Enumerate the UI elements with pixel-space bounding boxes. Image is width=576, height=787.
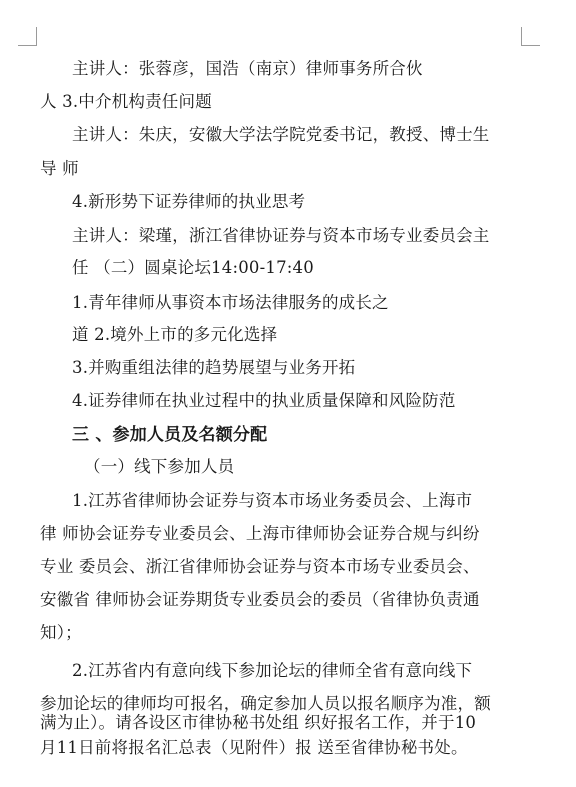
- text-line: 满为止）。请各设区市律协秘书处组 织好报名工作，并于10: [40, 713, 477, 732]
- subsection-heading: （一）线下参加人员: [84, 457, 235, 476]
- text-line: 1.江苏省律师协会证券与资本市场业务委员会、上海市: [72, 491, 473, 510]
- text-line: 月11日前将报名汇总表（见附件）报 送至省律协秘书处。: [40, 738, 468, 757]
- page-corner-mark-top-right: [521, 27, 540, 46]
- text-line: 任 （二）圆桌论坛14:00-17:40: [72, 258, 314, 277]
- text-line: 律 师协会证券专业委员会、上海市律师协会证券合规与纠纷: [40, 524, 480, 543]
- page-corner-mark-top-left: [18, 27, 37, 46]
- text-line: 主讲人：梁瑾，浙江省律协证券与资本市场专业委员会主: [72, 226, 490, 245]
- text-line: 3.并购重组法律的趋势展望与业务开拓: [72, 358, 356, 377]
- text-line: 1.青年律师从事资本市场法律服务的成长之: [72, 293, 389, 312]
- text-line: 人 3.中介机构责任问题: [40, 92, 212, 111]
- text-line: 4.新形势下证券律师的执业思考: [72, 192, 306, 211]
- text-line: 安徽省 律师协会证券期货专业委员会的委员（省律协负责通: [40, 590, 480, 609]
- text-line: 知）；: [40, 623, 82, 642]
- text-line: 4.证券律师在执业过程中的执业质量保障和风险防范: [72, 391, 456, 410]
- text-line: 主讲人：朱庆，安徽大学法学院党委书记，教授、博士生: [72, 125, 490, 144]
- text-line: 专业 委员会、浙江省律师协会证券与资本市场专业委员会、: [40, 557, 480, 576]
- section-heading: 三 、参加人员及名额分配: [72, 425, 268, 445]
- text-line: 参加论坛的律师均可报名，确定参加人员以报名顺序为准，额: [40, 694, 491, 713]
- text-line: 2.江苏省内有意向线下参加论坛的律师全省有意向线下: [72, 661, 473, 680]
- text-line: 导 师: [40, 159, 79, 178]
- text-line: 道 2.境外上市的多元化选择: [72, 325, 278, 344]
- text-line: 主讲人：张蓉彦，国浩（南京）律师事务所合伙: [72, 59, 423, 78]
